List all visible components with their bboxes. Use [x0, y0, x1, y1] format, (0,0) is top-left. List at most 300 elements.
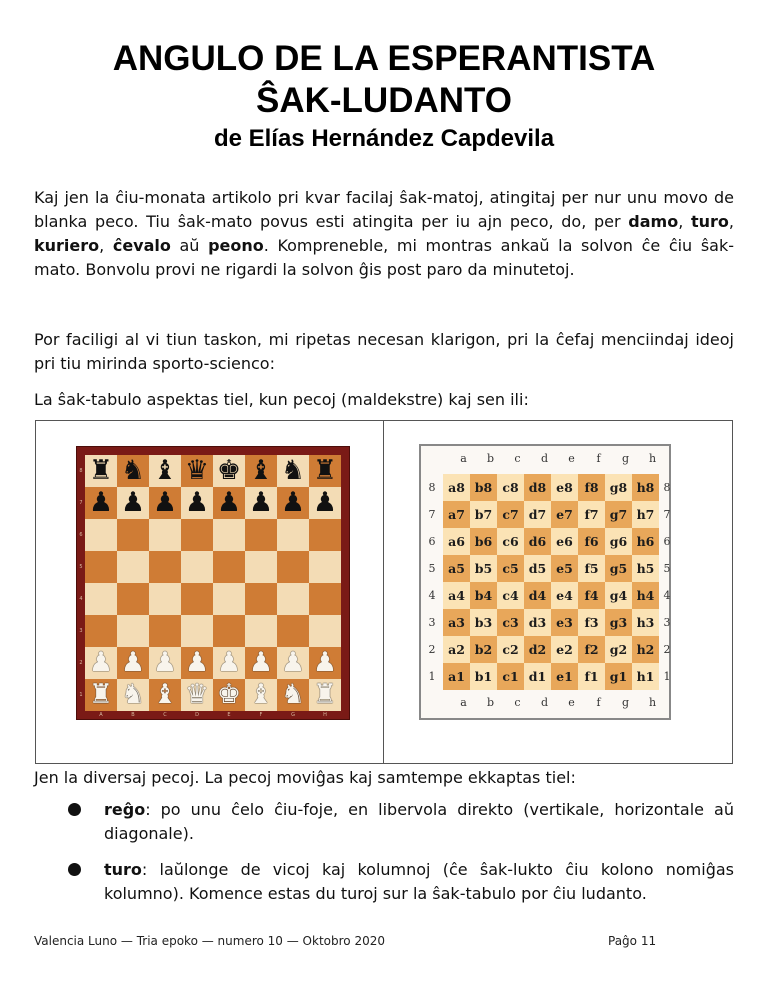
square-coordinate: h2: [636, 642, 655, 657]
coord-square-f7: [578, 501, 605, 528]
square-coordinate: h7: [636, 507, 655, 522]
black-piece: ♟: [280, 487, 306, 518]
board-square-h2: [309, 647, 341, 679]
square-coordinate: d1: [528, 669, 547, 684]
rank-label: 5: [428, 562, 436, 575]
square-coordinate: c1: [502, 669, 519, 684]
coord-square-f8: [578, 474, 605, 501]
file-label: e: [568, 452, 575, 465]
board-square-h4: [309, 583, 341, 615]
square-coordinate: h4: [636, 588, 655, 603]
white-piece: ♞: [280, 679, 306, 710]
square-coordinate: e6: [556, 534, 573, 549]
coord-square-a7: [443, 501, 470, 528]
black-piece: ♝: [152, 455, 178, 486]
rank-label: 1: [428, 670, 436, 683]
white-piece: ♟: [88, 647, 114, 678]
coord-square-b2: [470, 636, 497, 663]
square-coordinate: e3: [556, 615, 573, 630]
board-square-g4: [277, 583, 309, 615]
square-coordinate: f6: [584, 534, 599, 549]
board-square-d3: [181, 615, 213, 647]
coord-square-f1: [578, 663, 605, 690]
square-coordinate: a1: [448, 669, 465, 684]
board-square-a5: [85, 551, 117, 583]
white-piece: ♞: [120, 679, 146, 710]
board-square-b4: [117, 583, 149, 615]
black-piece: ♛: [184, 455, 210, 486]
footer-publication: Valencia Luno — Tria epoko — numero 10 — Oktobro 2020: [34, 934, 385, 948]
file-label: h: [648, 696, 657, 709]
white-piece: ♛: [184, 679, 210, 710]
white-piece: ♚: [216, 679, 242, 710]
coordinate-board-grid: [443, 474, 659, 690]
board-square-f2: [245, 647, 277, 679]
file-label: g: [621, 452, 630, 465]
board-square-g6: [277, 519, 309, 551]
file-label: A: [99, 712, 103, 718]
square-coordinate: h8: [636, 480, 655, 495]
square-coordinate: b6: [474, 534, 493, 549]
rank-label: 8: [428, 481, 436, 494]
coord-square-d6: [524, 528, 551, 555]
coord-square-h7: [632, 501, 659, 528]
starting-board-grid: [85, 455, 341, 711]
intro-paragraph: [34, 186, 734, 282]
square-coordinate: g7: [609, 507, 628, 522]
square-coordinate: a2: [448, 642, 465, 657]
coord-square-a3: [443, 609, 470, 636]
file-label: B: [131, 712, 135, 718]
file-label: C: [163, 712, 167, 718]
coord-square-c8: [497, 474, 524, 501]
board-square-e8: [213, 455, 245, 487]
rank-label: 8: [663, 481, 671, 494]
file-label: F: [259, 712, 263, 718]
file-label: b: [486, 696, 495, 709]
board-square-h7: [309, 487, 341, 519]
board-square-e1: [213, 679, 245, 711]
coord-board-file-labels-bottom: [450, 696, 666, 710]
coord-square-e5: [551, 555, 578, 582]
square-coordinate: f3: [584, 615, 599, 630]
rank-label: 2: [428, 643, 436, 656]
square-coordinate: e4: [556, 588, 573, 603]
intro-text: aŭ: [170, 236, 209, 255]
bullet-term: turo: [104, 860, 142, 879]
coord-square-a5: [443, 555, 470, 582]
board-square-f6: [245, 519, 277, 551]
rank-label: 6: [428, 535, 436, 548]
white-piece: ♟: [152, 647, 178, 678]
coord-square-e1: [551, 663, 578, 690]
coord-square-f2: [578, 636, 605, 663]
coord-square-c2: [497, 636, 524, 663]
square-coordinate: a4: [448, 588, 465, 603]
coord-square-c3: [497, 609, 524, 636]
square-coordinate: c8: [502, 480, 519, 495]
coord-square-d4: [524, 582, 551, 609]
coord-square-f5: [578, 555, 605, 582]
black-piece: ♞: [280, 455, 306, 486]
square-coordinate: c2: [502, 642, 519, 657]
white-piece: ♟: [184, 647, 210, 678]
square-coordinate: g2: [609, 642, 628, 657]
file-label: f: [596, 452, 601, 465]
square-coordinate: c3: [502, 615, 519, 630]
coordinate-board: [419, 444, 671, 720]
square-coordinate: d5: [528, 561, 547, 576]
square-coordinate: b1: [474, 669, 493, 684]
board-square-f1: [245, 679, 277, 711]
board-square-b3: [117, 615, 149, 647]
intro-text: ,: [99, 236, 113, 255]
coord-square-f6: [578, 528, 605, 555]
file-label: c: [514, 696, 521, 709]
coord-square-f3: [578, 609, 605, 636]
square-coordinate: h1: [636, 669, 655, 684]
figure-divider: [383, 421, 384, 763]
square-coordinate: f2: [584, 642, 599, 657]
square-coordinate: g1: [609, 669, 628, 684]
board-square-g8: [277, 455, 309, 487]
file-label: b: [486, 452, 495, 465]
board-intro-paragraph: La ŝak-tabulo aspektas tiel, kun pecoj (maldekstre) kaj sen ili:: [34, 390, 529, 409]
coord-square-d5: [524, 555, 551, 582]
square-coordinate: f4: [584, 588, 599, 603]
rank-label: 3: [428, 616, 436, 629]
board-square-h1: [309, 679, 341, 711]
coord-square-h5: [632, 555, 659, 582]
pieces-intro-paragraph: Jen la diversaj pecoj. La pecoj moviĝas kaj samtempe ekkaptas tiel:: [34, 768, 576, 787]
coord-square-d2: [524, 636, 551, 663]
coord-square-a8: [443, 474, 470, 501]
file-label: d: [540, 452, 549, 465]
square-coordinate: e7: [556, 507, 573, 522]
board-square-d7: [181, 487, 213, 519]
bullet-text: [104, 798, 734, 846]
board-square-a7: [85, 487, 117, 519]
board-square-c7: [149, 487, 181, 519]
term-kuriero: kuriero: [34, 236, 100, 255]
coord-square-d3: [524, 609, 551, 636]
board-square-g7: [277, 487, 309, 519]
square-coordinate: a8: [448, 480, 465, 495]
board-square-a6: [85, 519, 117, 551]
board-square-c3: [149, 615, 181, 647]
square-coordinate: a3: [448, 615, 465, 630]
square-coordinate: e8: [556, 480, 573, 495]
board-square-f4: [245, 583, 277, 615]
coord-square-f4: [578, 582, 605, 609]
square-coordinate: a7: [448, 507, 465, 522]
board-square-f5: [245, 551, 277, 583]
coord-square-d8: [524, 474, 551, 501]
coord-square-a6: [443, 528, 470, 555]
rank-label: 8: [79, 468, 83, 474]
square-coordinate: c5: [502, 561, 519, 576]
coord-square-b3: [470, 609, 497, 636]
coord-square-h4: [632, 582, 659, 609]
coord-square-a4: [443, 582, 470, 609]
black-piece: ♜: [312, 455, 338, 486]
coord-square-g8: [605, 474, 632, 501]
square-coordinate: e1: [556, 669, 573, 684]
board-square-g2: [277, 647, 309, 679]
coord-square-g6: [605, 528, 632, 555]
file-label: E: [227, 712, 231, 718]
board-square-d2: [181, 647, 213, 679]
bullet-dot: [68, 863, 81, 876]
coord-square-c5: [497, 555, 524, 582]
board-square-a1: [85, 679, 117, 711]
coord-square-a1: [443, 663, 470, 690]
black-piece: ♟: [88, 487, 114, 518]
board-square-e4: [213, 583, 245, 615]
square-coordinate: b4: [474, 588, 493, 603]
coord-square-b8: [470, 474, 497, 501]
board-square-h5: [309, 551, 341, 583]
term-turo: turo: [691, 212, 729, 231]
term-peono: peono: [208, 236, 264, 255]
coord-square-e3: [551, 609, 578, 636]
coord-square-c4: [497, 582, 524, 609]
starting-position-board: [76, 446, 350, 720]
file-label: h: [648, 452, 657, 465]
coord-square-d7: [524, 501, 551, 528]
square-coordinate: d6: [528, 534, 547, 549]
board-square-e6: [213, 519, 245, 551]
black-piece: ♟: [216, 487, 242, 518]
board-figure-table: [35, 420, 733, 764]
coord-square-a2: [443, 636, 470, 663]
square-coordinate: h5: [636, 561, 655, 576]
board-square-b2: [117, 647, 149, 679]
file-label: f: [596, 696, 601, 709]
author-byline: de Elías Hernández Capdevila: [213, 125, 555, 152]
board-square-b5: [117, 551, 149, 583]
black-piece: ♟: [184, 487, 210, 518]
intro-text: ,: [678, 212, 691, 231]
rank-label: 4: [428, 589, 436, 602]
bullet-dot: [68, 803, 81, 816]
board-square-c1: [149, 679, 181, 711]
black-piece: ♜: [88, 455, 114, 486]
coord-square-b5: [470, 555, 497, 582]
intro-text: . Kompreneble, mi montras ankaŭ la solvon ĉe ĉiu ŝak-mato. Bonvolu provi ne rigardi la solvon ĝis post paro da minutetoj.: [34, 236, 734, 279]
square-coordinate: e5: [556, 561, 573, 576]
bullet-text: [104, 858, 734, 906]
white-piece: ♟: [248, 647, 274, 678]
board-square-b1: [117, 679, 149, 711]
coord-square-h3: [632, 609, 659, 636]
board-square-h3: [309, 615, 341, 647]
square-coordinate: h3: [636, 615, 655, 630]
term-cevalo: ĉevalo: [112, 236, 171, 255]
title-line-1: ANGULO DE LA ESPERANTISTA: [112, 39, 656, 78]
board-square-c6: [149, 519, 181, 551]
coord-square-h2: [632, 636, 659, 663]
square-coordinate: h6: [636, 534, 655, 549]
coord-square-e4: [551, 582, 578, 609]
rank-label: 3: [663, 616, 671, 629]
board-square-a4: [85, 583, 117, 615]
board-square-a2: [85, 647, 117, 679]
board-square-h8: [309, 455, 341, 487]
coord-square-g2: [605, 636, 632, 663]
coord-square-c1: [497, 663, 524, 690]
board-square-g3: [277, 615, 309, 647]
square-coordinate: d8: [528, 480, 547, 495]
rank-label: 1: [663, 670, 671, 683]
square-coordinate: c4: [502, 588, 519, 603]
coord-board-file-labels-top: [450, 452, 666, 466]
square-coordinate: g3: [609, 615, 628, 630]
square-coordinate: f5: [584, 561, 599, 576]
black-piece: ♝: [248, 455, 274, 486]
bullet-description: : po unu ĉelo ĉiu-foje, en libervola direkto (vertikale, horizontale aŭ diagonale).: [104, 800, 734, 843]
white-piece: ♟: [312, 647, 338, 678]
board-square-h6: [309, 519, 341, 551]
rank-label: 6: [79, 532, 83, 538]
file-label: c: [514, 452, 521, 465]
white-piece: ♝: [152, 679, 178, 710]
coord-square-h8: [632, 474, 659, 501]
file-label: a: [460, 452, 467, 465]
file-label: d: [540, 696, 549, 709]
coord-square-d1: [524, 663, 551, 690]
square-coordinate: d2: [528, 642, 547, 657]
coord-square-g1: [605, 663, 632, 690]
rank-label: 4: [79, 596, 83, 602]
coord-board-rank-labels-left: [426, 474, 438, 690]
coord-square-h1: [632, 663, 659, 690]
board-square-c2: [149, 647, 181, 679]
coord-square-c7: [497, 501, 524, 528]
board-square-f3: [245, 615, 277, 647]
board-square-f8: [245, 455, 277, 487]
term-damo: damo: [628, 212, 679, 231]
file-label: a: [460, 696, 467, 709]
board-square-d8: [181, 455, 213, 487]
coord-square-g4: [605, 582, 632, 609]
coord-square-e7: [551, 501, 578, 528]
square-coordinate: a5: [448, 561, 465, 576]
black-piece: ♟: [152, 487, 178, 518]
square-coordinate: f1: [584, 669, 599, 684]
board-square-e2: [213, 647, 245, 679]
footer-page-number: Paĝo 11: [608, 934, 657, 948]
coord-square-g7: [605, 501, 632, 528]
rank-label: 5: [79, 564, 83, 570]
file-label: g: [621, 696, 630, 709]
rank-label: 3: [79, 628, 83, 634]
white-piece: ♜: [88, 679, 114, 710]
square-coordinate: d7: [528, 507, 547, 522]
board-square-c8: [149, 455, 181, 487]
black-piece: ♞: [120, 455, 146, 486]
square-coordinate: g6: [609, 534, 628, 549]
board-square-b8: [117, 455, 149, 487]
square-coordinate: b7: [474, 507, 493, 522]
coord-square-b1: [470, 663, 497, 690]
square-coordinate: c6: [502, 534, 519, 549]
black-piece: ♚: [216, 455, 242, 486]
coord-square-b6: [470, 528, 497, 555]
coord-square-g3: [605, 609, 632, 636]
square-coordinate: g8: [609, 480, 628, 495]
rank-label: 7: [428, 508, 436, 521]
square-coordinate: b8: [474, 480, 493, 495]
coord-board-rank-labels-right: [661, 474, 673, 690]
coord-square-b4: [470, 582, 497, 609]
white-piece: ♟: [216, 647, 242, 678]
board-square-b7: [117, 487, 149, 519]
coord-square-h6: [632, 528, 659, 555]
file-label: G: [291, 712, 295, 718]
file-label: D: [195, 712, 199, 718]
white-piece: ♜: [312, 679, 338, 710]
board-square-f7: [245, 487, 277, 519]
rank-label: 2: [79, 660, 83, 666]
square-coordinate: f7: [584, 507, 599, 522]
rank-label: 6: [663, 535, 671, 548]
coord-square-e8: [551, 474, 578, 501]
explanation-paragraph: Por faciligi al vi tiun taskon, mi ripetas necesan klarigon, pri la ĉefaj menciindaj ideoj pri tiu mirinda sporto-scienco:: [34, 330, 734, 373]
intro-text: ,: [728, 212, 735, 231]
white-piece: ♝: [248, 679, 274, 710]
black-piece: ♟: [248, 487, 274, 518]
square-coordinate: g4: [609, 588, 628, 603]
rank-label: 7: [663, 508, 671, 521]
black-piece: ♟: [120, 487, 146, 518]
bullet-term: reĝo: [104, 800, 146, 819]
coord-square-e6: [551, 528, 578, 555]
board-square-d6: [181, 519, 213, 551]
article-title: [0, 38, 768, 122]
board-square-e3: [213, 615, 245, 647]
rank-label: 5: [663, 562, 671, 575]
square-coordinate: c7: [502, 507, 519, 522]
board-square-b6: [117, 519, 149, 551]
rank-label: 2: [663, 643, 671, 656]
board-square-a3: [85, 615, 117, 647]
coord-square-b7: [470, 501, 497, 528]
bullet-description: : laŭlonge de vicoj kaj kolumnoj (ĉe ŝak-lukto ĉiu kolono nomiĝas kolumno). Komence estas du turoj sur la ŝak-tabulo por ĉiu ludanto.: [104, 860, 734, 903]
intro-text: Kaj jen la ĉiu-monata artikolo pri kvar facilaj ŝak-matoj, atingitaj per nur unu movo de blanka peco. Tiu ŝak-mato povus esti atingita per iu ajn peco, do, per: [34, 188, 734, 231]
board-square-c5: [149, 551, 181, 583]
square-coordinate: a6: [448, 534, 465, 549]
coord-square-c6: [497, 528, 524, 555]
black-piece: ♟: [312, 487, 338, 518]
board-square-g1: [277, 679, 309, 711]
rank-label: 7: [79, 500, 83, 506]
coord-square-g5: [605, 555, 632, 582]
title-line-2: ŜAK-LUDANTO: [255, 81, 512, 120]
board-square-c4: [149, 583, 181, 615]
board-square-e5: [213, 551, 245, 583]
square-coordinate: d3: [528, 615, 547, 630]
square-coordinate: d4: [528, 588, 547, 603]
square-coordinate: e2: [556, 642, 573, 657]
board-square-g5: [277, 551, 309, 583]
coord-square-e2: [551, 636, 578, 663]
white-piece: ♟: [120, 647, 146, 678]
square-coordinate: f8: [584, 480, 599, 495]
board-square-d5: [181, 551, 213, 583]
board-square-d1: [181, 679, 213, 711]
file-label: e: [568, 696, 575, 709]
